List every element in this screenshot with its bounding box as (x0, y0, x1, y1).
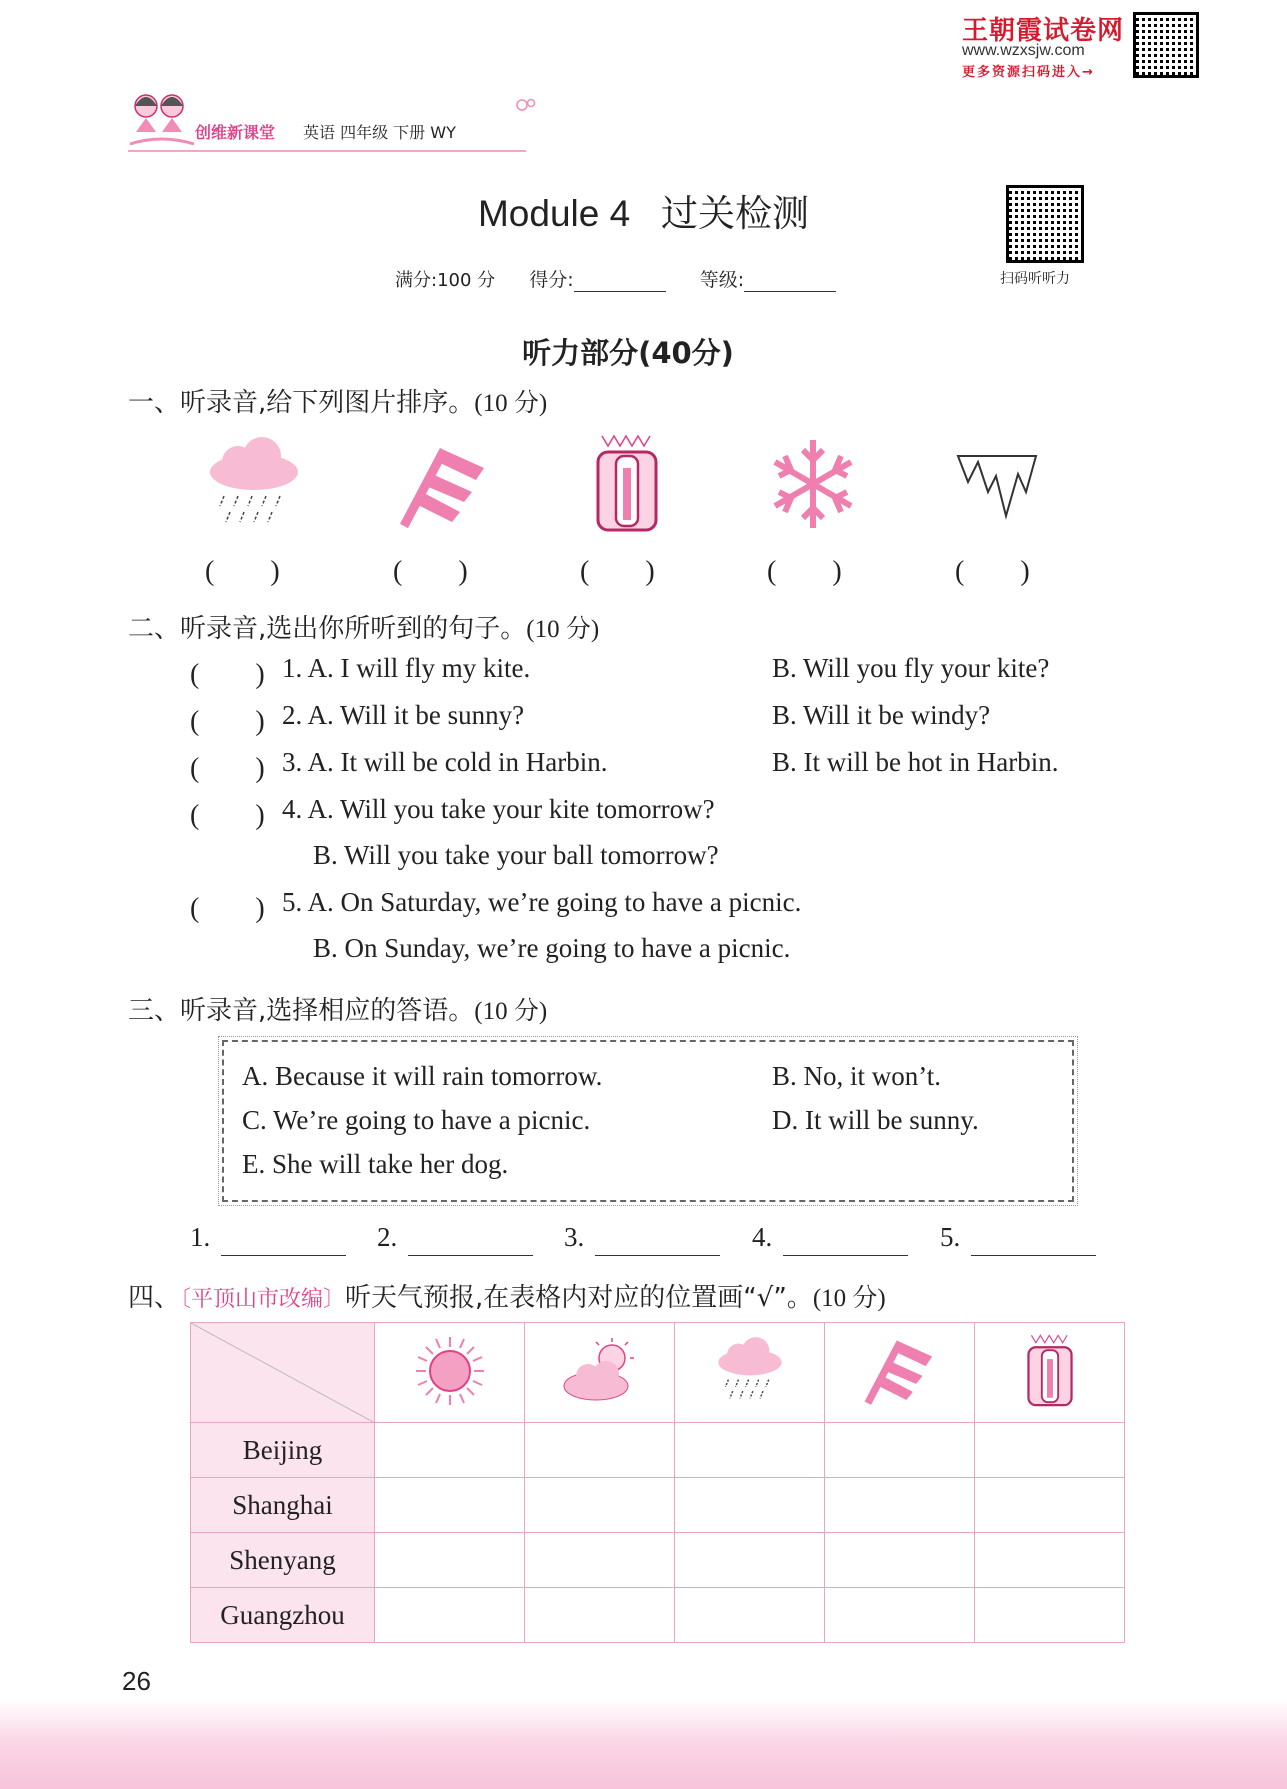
q3-option-e: E. She will take her dog. (242, 1149, 509, 1179)
table-row (191, 1478, 1125, 1533)
q3-blank-3[interactable] (595, 1236, 720, 1256)
hot-header-cell (975, 1323, 1125, 1423)
series-name: 创维新课堂 (195, 123, 276, 142)
answer-cell[interactable] (675, 1423, 825, 1478)
answer-cell[interactable] (525, 1533, 675, 1588)
answer-cell[interactable] (675, 1478, 825, 1533)
q3-option-b: B. No, it won’t. (772, 1061, 942, 1091)
header-underline (128, 150, 526, 152)
answer-cell[interactable] (975, 1423, 1125, 1478)
rain-cloud-icon (204, 434, 304, 534)
q3-blank-2[interactable] (408, 1236, 533, 1256)
score-label: 得分: (529, 269, 574, 291)
q2-paren-4[interactable]: ( ) (190, 800, 265, 831)
sun-header-cell (375, 1323, 525, 1423)
sun-icon (414, 1335, 486, 1407)
answer-cell[interactable] (375, 1478, 525, 1533)
q4-points: (10 分) (812, 1285, 886, 1312)
table-row (191, 1533, 1125, 1588)
brand-logo-text: 王朝霞试卷网 (962, 16, 1125, 46)
answer-cell[interactable] (525, 1423, 675, 1478)
answer-cell[interactable] (375, 1533, 525, 1588)
q2-item-4-a: 4. A. Will you take your kite tomorrow? (282, 794, 715, 824)
footer-band (0, 1700, 1287, 1789)
rain-header-cell (675, 1323, 825, 1423)
q3-blank-label-2: 2. (377, 1222, 398, 1252)
hot-thermometer-icon (1024, 1333, 1076, 1409)
city-shenyang: Shenyang (191, 1533, 375, 1588)
q2-item-4-b: B. Will you take your ball tomorrow? (313, 840, 719, 870)
flower-decoration-icon (513, 94, 539, 116)
weather-table (190, 1322, 1125, 1643)
windy-flag-icon (398, 440, 490, 532)
sun-cloud-icon (560, 1336, 640, 1406)
table-corner-cell (191, 1323, 375, 1423)
snowflake-icon (765, 436, 861, 532)
q1-paren-5[interactable]: ( ) (955, 556, 1030, 587)
q4-heading-text: 听天气预报,在表格内对应的位置画“√”。 (345, 1283, 813, 1313)
brand-url: www.wzxsjw.com (962, 42, 1085, 59)
score-blank[interactable] (574, 272, 666, 292)
q2-item-2-b: B. Will it be windy? (772, 700, 991, 730)
q2-points: (10 分) (526, 616, 600, 643)
answer-cell[interactable] (525, 1588, 675, 1643)
hot-thermometer-icon (592, 434, 662, 534)
windy-flag-icon (863, 1334, 937, 1408)
q1-paren-2[interactable]: ( ) (393, 556, 468, 587)
q2-paren-5[interactable]: ( ) (190, 893, 265, 924)
q2-paren-2[interactable]: ( ) (190, 706, 265, 737)
q3-blank-label-5: 5. (940, 1222, 961, 1252)
q4-heading-prefix: 四、 (128, 1283, 181, 1313)
q3-blank-label-3: 3. (564, 1222, 585, 1252)
brand-more-text: 更多资源扫码进入→ (962, 65, 1095, 80)
q2-heading (128, 608, 599, 645)
q2-heading-text: 二、听录音,选出你所听到的句子。 (128, 614, 527, 644)
page-title: Module 4 过关检测 (477, 193, 810, 234)
q3-heading (128, 990, 547, 1027)
answer-cell[interactable] (975, 1478, 1125, 1533)
q3-heading-text: 三、听录音,选择相应的答语。 (128, 996, 475, 1026)
q2-item-5-a: 5. A. On Saturday, we’re going to have a picnic. (282, 887, 802, 917)
answer-cell[interactable] (675, 1533, 825, 1588)
grade-blank[interactable] (744, 272, 836, 292)
answer-cell[interactable] (375, 1588, 525, 1643)
diagonal-line (191, 1323, 375, 1423)
city-guangzhou: Guangzhou (191, 1588, 375, 1643)
q3-blank-4[interactable] (783, 1236, 908, 1256)
q3-blank-label-1: 1. (190, 1222, 211, 1252)
q2-item-5-b: B. On Sunday, we’re going to have a picnic. (313, 933, 791, 963)
icicle-cold-icon (956, 452, 1040, 520)
q3-blank-label-4: 4. (752, 1222, 773, 1252)
qr-caption: 扫码听听力 (1000, 271, 1070, 287)
q1-heading-text: 一、听录音,给下列图片排序。 (128, 388, 475, 418)
grade-label: 等级: (699, 269, 745, 291)
q1-paren-1[interactable]: ( ) (205, 556, 280, 587)
city-beijing: Beijing (191, 1423, 375, 1478)
answer-cell[interactable] (375, 1423, 525, 1478)
q2-item-3-a: 3. A. It will be cold in Harbin. (282, 747, 608, 777)
score-line (395, 265, 836, 292)
q3-blank-1[interactable] (221, 1236, 346, 1256)
q3-option-a: A. Because it will rain tomorrow. (242, 1061, 603, 1091)
q1-points: (10 分) (474, 390, 548, 417)
q2-paren-1[interactable]: ( ) (190, 659, 265, 690)
rain-cloud-icon (713, 1335, 787, 1407)
answer-cell[interactable] (825, 1423, 975, 1478)
q3-blank-5[interactable] (971, 1236, 1096, 1256)
full-score: 满分:100 分 (395, 270, 496, 291)
q3-option-d: D. It will be sunny. (772, 1105, 979, 1135)
answer-cell[interactable] (975, 1533, 1125, 1588)
q3-option-c: C. We’re going to have a picnic. (242, 1105, 591, 1135)
q3-points: (10 分) (474, 998, 548, 1025)
q4-heading (128, 1277, 886, 1314)
weather-table-header-row (191, 1323, 1125, 1423)
q2-item-1-a: 1. A. I will fly my kite. (282, 653, 531, 683)
q1-heading (128, 382, 547, 419)
answer-cell[interactable] (675, 1588, 825, 1643)
q4-source-tag: 〔平顶山市改编〕 (180, 1287, 346, 1312)
q2-item-2-a: 2. A. Will it be sunny? (282, 700, 525, 730)
table-row (191, 1588, 1125, 1643)
answer-cell[interactable] (525, 1478, 675, 1533)
page-number: 26 (122, 1666, 151, 1696)
answer-cell[interactable] (825, 1533, 975, 1588)
q1-paren-4[interactable]: ( ) (767, 556, 842, 587)
windy-header-cell (825, 1323, 975, 1423)
listening-section-title: 听力部分(40分) (522, 336, 734, 370)
subject-info: 英语 四年级 下册 WY (303, 123, 456, 142)
brand-qr-code-icon (1133, 12, 1199, 78)
q2-item-3-b: B. It will be hot in Harbin. (772, 747, 1059, 777)
listening-qr-code-icon (1006, 185, 1084, 263)
answer-cell[interactable] (975, 1588, 1125, 1643)
q2-item-1-b: B. Will you fly your kite? (772, 653, 1050, 683)
q2-paren-3[interactable]: ( ) (190, 753, 265, 784)
answer-cell[interactable] (825, 1588, 975, 1643)
table-row (191, 1423, 1125, 1478)
sun-cloud-header-cell (525, 1323, 675, 1423)
answer-cell[interactable] (825, 1478, 975, 1533)
children-mascot-icon (126, 88, 196, 152)
city-shanghai: Shanghai (191, 1478, 375, 1533)
q1-paren-3[interactable]: ( ) (580, 556, 655, 587)
